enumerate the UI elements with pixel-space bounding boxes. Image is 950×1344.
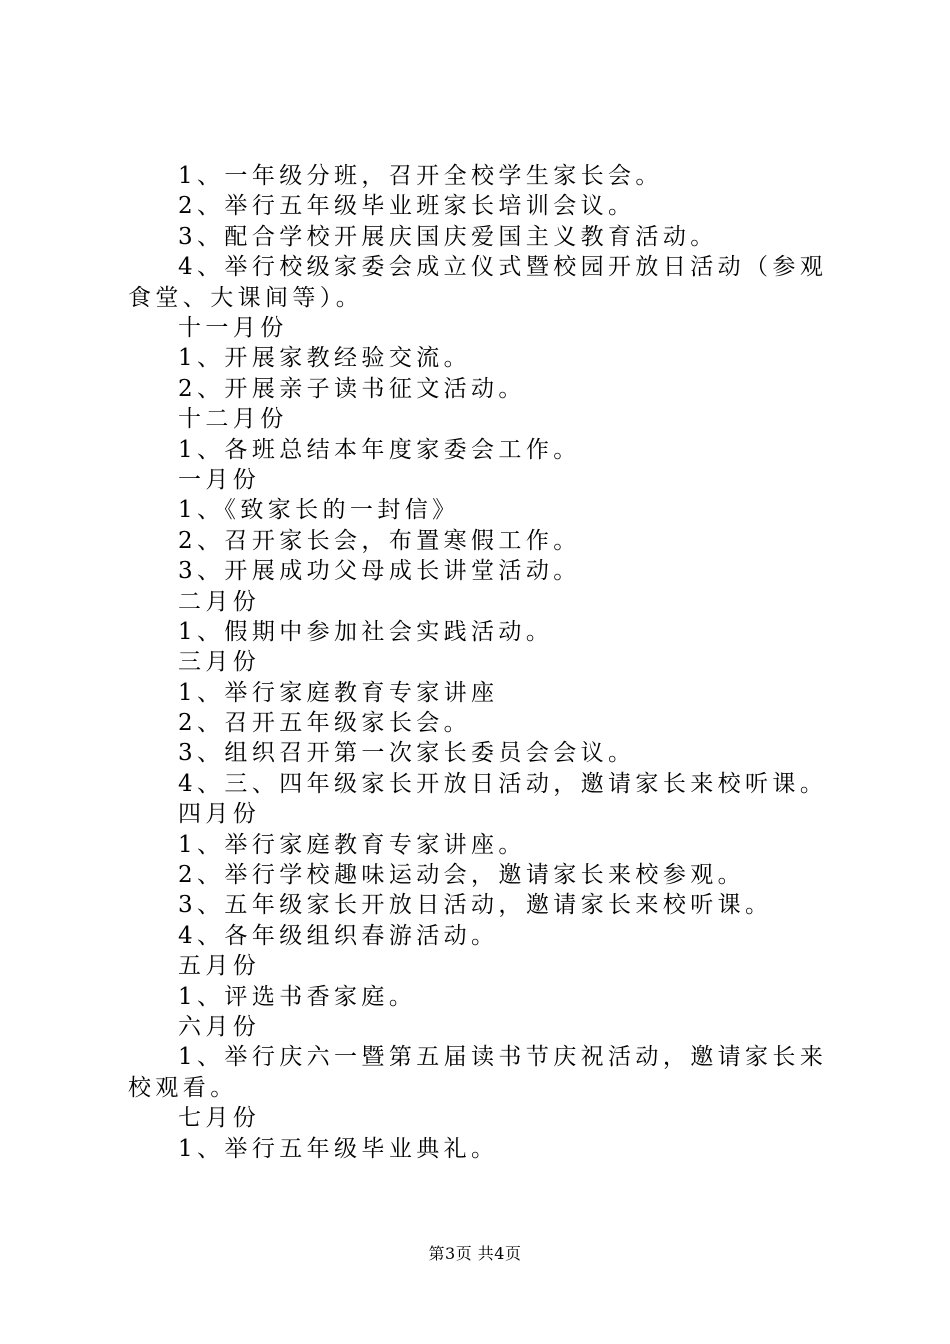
list-item: 1、举行家庭教育专家讲座。 xyxy=(178,831,526,858)
list-item: 2、召开家长会，布置寒假工作。 xyxy=(178,527,581,554)
list-item: 1、各班总结本年度家委会工作。 xyxy=(178,436,581,463)
section-heading: 十二月份 xyxy=(178,406,288,433)
section-heading: 六月份 xyxy=(178,1013,261,1040)
page-number-footer: 第3页 共4页 xyxy=(428,1244,522,1263)
section-heading: 五月份 xyxy=(178,953,261,980)
list-item: 1、假期中参加社会实践活动。 xyxy=(178,618,554,645)
section-heading: 七月份 xyxy=(178,1105,261,1132)
list-item: 1、举行家庭教育专家讲座 xyxy=(178,679,499,706)
section-heading: 一月份 xyxy=(178,466,261,493)
document-body xyxy=(128,161,844,1164)
list-item: 3、配合学校开展庆国庆爱国主义教育活动。 xyxy=(178,223,718,250)
list-item: 4、各年级组织春游活动。 xyxy=(178,922,499,949)
list-item: 3、五年级家长开放日活动，邀请家长来校听课。 xyxy=(178,892,773,919)
list-item: 3、开展成功父母成长讲堂活动。 xyxy=(178,558,581,585)
list-item: 4、举行校级家委会成立仪式暨校园开放日活动（参观食堂、大课间等）。 xyxy=(128,254,828,311)
list-item: 1、《致家长的一封信》 xyxy=(178,497,460,524)
list-item: 2、举行五年级毕业班家长培训会议。 xyxy=(178,193,636,220)
list-item: 1、开展家教经验交流。 xyxy=(178,345,472,372)
section-heading: 十一月份 xyxy=(178,314,288,341)
list-item: 1、评选书香家庭。 xyxy=(178,983,417,1010)
section-heading: 四月份 xyxy=(178,801,261,828)
section-heading: 三月份 xyxy=(178,649,261,676)
section-heading: 二月份 xyxy=(178,588,261,615)
list-item: 2、开展亲子读书征文活动。 xyxy=(178,375,526,402)
list-item: 1、一年级分班，召开全校学生家长会。 xyxy=(178,163,663,189)
list-item: 1、举行五年级毕业典礼。 xyxy=(178,1135,499,1162)
list-item: 2、举行学校趣味运动会，邀请家长来校参观。 xyxy=(178,862,746,889)
list-item: 1、举行庆六一暨第五届读书节庆祝活动，邀请家长来校观看。 xyxy=(128,1044,828,1101)
list-item: 4、三、四年级家长开放日活动，邀请家长来校听课。 xyxy=(178,770,828,797)
list-item: 3、组织召开第一次家长委员会会议。 xyxy=(178,740,636,767)
list-item: 2、召开五年级家长会。 xyxy=(178,710,472,737)
